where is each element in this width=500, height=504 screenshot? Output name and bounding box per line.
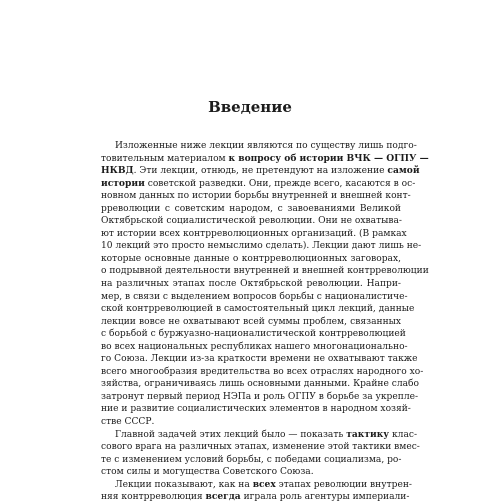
- text-segment: Лекции показывают, как на: [115, 479, 253, 490]
- text-line: [101, 366, 424, 379]
- text-line: [101, 278, 401, 291]
- text-line: [101, 454, 401, 467]
- bold-text: к вопросу об истории ВЧК — ОГПУ —: [228, 152, 429, 164]
- text-segment: ние и развитие социалистических элементов в народном хозяй-: [101, 404, 411, 415]
- text-segment: клас-: [389, 429, 418, 440]
- text-line: [101, 391, 419, 404]
- text-segment: во всех национальных республиках нашего многонационально-: [101, 341, 408, 352]
- text-segment: с борьбой с буржуазно-националистической контрреволюцией: [101, 329, 406, 340]
- text-line: [101, 478, 412, 492]
- text-segment: стве СССР.: [101, 417, 155, 428]
- text-line: [101, 316, 401, 329]
- text-line: [101, 303, 415, 316]
- text-segment: ской контрреволюцией в самостоятельный цикл лекций, данные: [101, 304, 415, 315]
- text-segment: которые основные данные о контрреволюционных заговорах,: [101, 253, 401, 264]
- text-line: [101, 240, 422, 253]
- bold-text: тактику: [346, 428, 390, 440]
- bold-text: НКВД: [101, 165, 134, 177]
- text-segment: на различных этапах после Октябрьской революции. Напри-: [101, 279, 401, 290]
- body-text: [101, 140, 429, 504]
- text-segment: Изложенные ниже лекции являются по существу лишь подго-: [115, 141, 417, 151]
- text-segment: ют истории всех контрреволюционных организаций. (В рамках: [101, 228, 407, 239]
- text-line: [101, 152, 429, 166]
- text-line: [101, 416, 401, 429]
- text-segment: всего многообразия вредительства во всех отраслях народного хо-: [101, 366, 424, 377]
- text-line: [101, 328, 406, 341]
- text-segment: стом силы и могущества Советского Союза.: [101, 467, 314, 478]
- text-segment: товительным материалом: [101, 153, 229, 164]
- text-line: [101, 265, 429, 278]
- text-line: [101, 403, 411, 416]
- text-line: [101, 228, 407, 241]
- text-segment: сового врага на различных этапах, изменение этой тактики вмес-: [101, 442, 420, 453]
- text-line: [101, 378, 419, 391]
- text-line: [101, 428, 418, 442]
- text-line: [101, 466, 401, 479]
- text-line: [101, 341, 408, 354]
- bold-text: истории: [101, 177, 145, 189]
- text-segment: рреволюции с советским народом, с завоеваниями Великой: [101, 203, 401, 214]
- text-line: [101, 190, 411, 203]
- bold-text: всегда: [205, 491, 241, 503]
- text-segment: 10 лекций это просто немыслимо сделать). Лекции дают лишь не-: [101, 241, 422, 252]
- text-segment: играла роль агентуры империали-: [240, 492, 410, 503]
- bold-text: самой: [387, 165, 420, 177]
- text-segment: о подрывной деятельности внутренней и внешней контрреволюции: [101, 266, 429, 277]
- text-segment: затронут первый период НЭПа и роль ОГПУ в борьбе за укрепле-: [101, 391, 419, 402]
- text-line: [101, 353, 418, 366]
- text-segment: Главной задачей этих лекций было — показать: [115, 429, 347, 440]
- text-line: [101, 441, 420, 454]
- text-line: [101, 215, 401, 228]
- text-segment: го Союза. Лекции из-за краткости времени не охватывают также: [101, 354, 418, 365]
- text-line: [101, 165, 420, 178]
- text-line: [101, 253, 401, 266]
- bold-text: всех: [252, 478, 276, 490]
- text-line: [101, 177, 416, 191]
- text-segment: лекции вовсе не охватывают всей суммы проблем, связанных: [101, 316, 401, 327]
- text-segment: . Эти лекции, отнюдь, не претендуют на изложение: [133, 166, 388, 177]
- text-segment: советской разведки. Они, прежде всего, касаются в ос-: [144, 178, 416, 189]
- text-segment: няя контрреволюция: [101, 492, 206, 503]
- text-line: [101, 491, 410, 504]
- text-segment: этапах революции внутрен-: [275, 479, 412, 490]
- text-segment: те с изменением условий борьбы, с победами социализма, ро-: [101, 454, 402, 465]
- text-segment: новном данных по истории борьбы внутренней и внешней конт-: [101, 191, 411, 202]
- text-line: [101, 291, 408, 304]
- text-segment: Октябрьской социалистической революции. Они не охватыва-: [101, 216, 402, 227]
- text-segment: мер, в связи с выделением вопросов борьбы с националистиче-: [101, 291, 408, 302]
- text-segment: зяйства, ограничиваясь лишь основными данными. Крайне слабо: [101, 379, 419, 390]
- text-line: [101, 203, 401, 216]
- text-line: [101, 140, 417, 153]
- page-title: Введение: [208, 98, 292, 116]
